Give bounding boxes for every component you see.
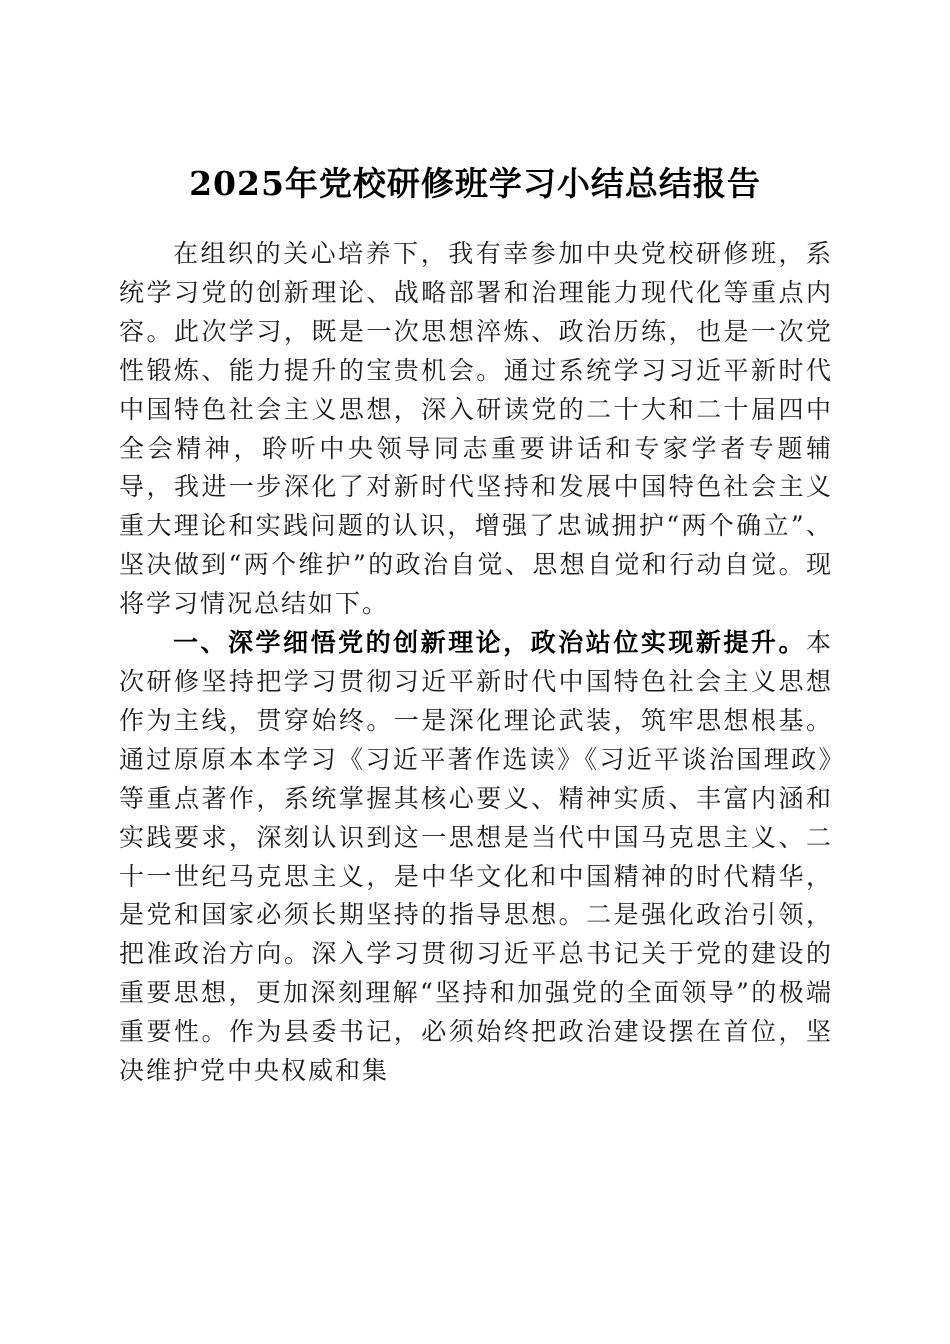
intro-paragraph bbox=[119, 235, 833, 624]
intro-paragraph-text: 在组织的关心培养下，我有幸参加中央党校研修班，系统学习党的创新理论、战略部署和治理能力现代化等重点内容。此次学习，既是一次思想淬炼、政治历练，也是一次党性锻炼、能力提升的宝贵机会。通过系统学习习近平新时代中国特色社会主义思想，深入研读党的二十大和二十届四中全会精神，聆听中央领导同志重要讲话和专家学者专题辅导，我进一步深化了对新时代坚持和发展中国特色社会主义重大理论和实践问题的认识，增强了忠诚拥护“两个确立”、坚决做到“两个维护”的政治自觉、思想自觉和行动自觉。现将学习情况总结如下。 bbox=[119, 239, 833, 619]
document-title: 2025年党校研修班学习小结总结报告 bbox=[189, 164, 761, 204]
section-one-paragraph bbox=[119, 624, 833, 1091]
document-body bbox=[119, 235, 833, 1091]
section-one-heading: 一、深学细悟党的创新理论，政治站位实现新提升。 bbox=[173, 628, 806, 658]
section-one-text: 本次研修坚持把学习贯彻习近平新时代中国特色社会主义思想作为主线，贯穿始终。一是深化理论武装，筑牢思想根基。通过原原本本学习《习近平著作选读》《习近平谈治国理政》等重点著作，系统掌握其核心要义、精神实质、丰富内涵和实践要求，深刻认识到这一思想是当代中国马克思主义、二十一世纪马克思主义，是中华文化和中国精神的时代精华，是党和国家必须长期坚持的指导思想。二是强化政治引领，把准政治方向。深入学习贯彻习近平总书记关于党的建设的重要思想，更加深刻理解“坚持和加强党的全面领导”的极端重要性。作为县委书记，必须始终把政治建设摆在首位，坚决维护党中央权威和集 bbox=[119, 628, 833, 1086]
